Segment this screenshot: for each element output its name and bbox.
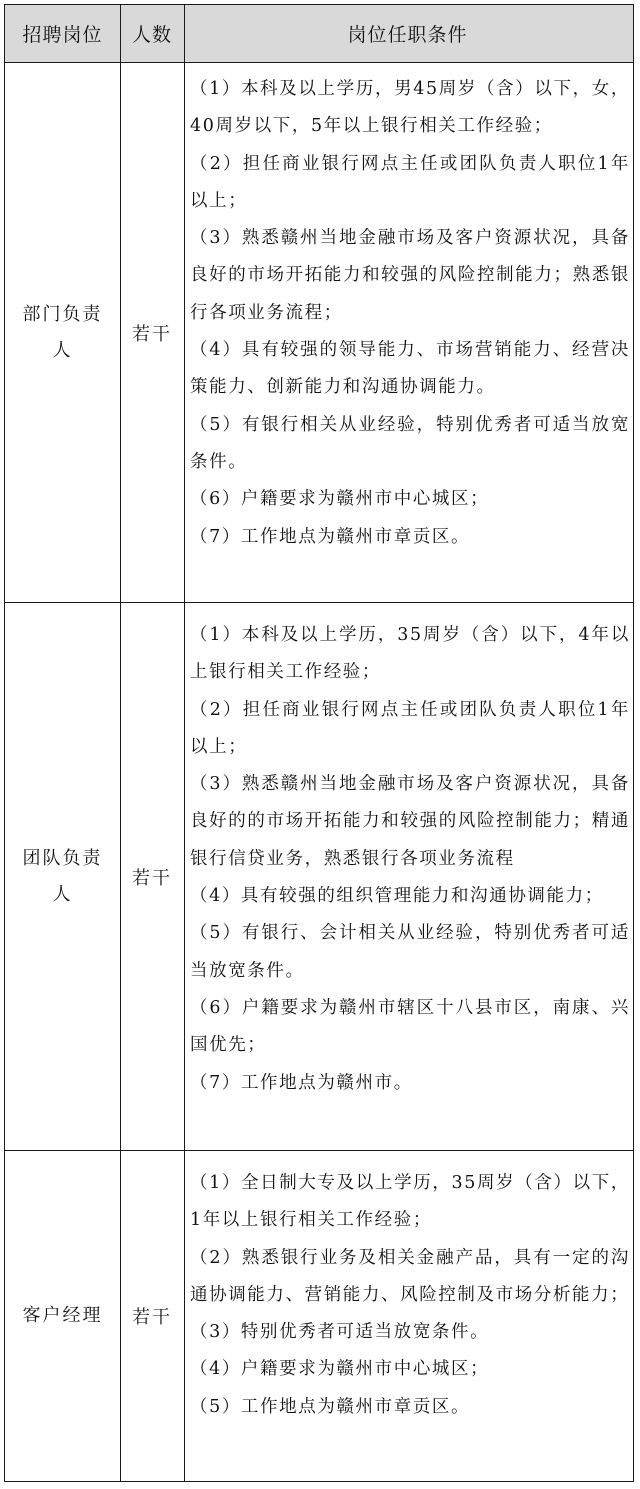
column-divider (184, 5, 185, 1481)
requirement-item: （5）有银行、会计相关从业经验，特别优秀者可适当放宽条件。 (190, 923, 630, 981)
requirements-cell (190, 71, 630, 556)
requirement-item: （1）本科及以上学历，男45周岁（含）以下，女，40周岁以下，5年以上银行相关工作经验； (190, 79, 630, 137)
requirement-item: （3）熟悉赣州当地金融市场及客户资源状况，具备良好的的市场开拓能力和较强的风险控制能力；精通银行信贷业务，熟悉银行各项业务流程 (190, 774, 630, 869)
requirement-item: （6）户籍要求为赣州市辖区十八县市区，南康、兴国优先； (190, 997, 630, 1056)
count-cell: 若干 (132, 867, 172, 889)
requirement-item: （7）工作地点为赣州市章贡区。 (190, 526, 471, 547)
requirement-item: （7）工作地点为赣州市。 (190, 1072, 413, 1093)
position-cell: 团队负责人 (22, 847, 103, 905)
requirement-item: （2）熟悉银行业务及相关金融产品，具有一定的沟通协调能力、营销能力、风险控制及市场分析能力； (190, 1247, 630, 1305)
requirement-item: （4）具有较强的组织管理能力和沟通协调能力； (190, 886, 604, 907)
requirement-item: （4）具有较强的领导能力、市场营销能力、经营决策能力、创新能力和沟通协调能力。 (190, 340, 630, 398)
requirement-item: （6）户籍要求为赣州市中心城区； (190, 489, 490, 510)
requirement-item: （1）本科及以上学历，35周岁（含）以下，4年以上银行相关工作经验； (190, 625, 630, 683)
count-cell: 若干 (132, 323, 172, 345)
header-position: 招聘岗位 (22, 23, 103, 46)
requirement-item: （4）户籍要求为赣州市中心城区； (190, 1359, 490, 1380)
position-cell: 部门负责人 (22, 303, 103, 361)
header-requirements: 岗位任职条件 (347, 23, 468, 46)
count-cell: 若干 (132, 1307, 172, 1328)
requirement-item: （3）熟悉赣州当地金融市场及客户资源状况，具备良好的市场开拓能力和较强的风险控制能力；熟悉银行各项业务流程； (190, 228, 630, 323)
requirement-item: （2）担任商业银行网点主任或团队负责人职位1年以上； (190, 699, 630, 757)
requirement-item: （1）全日制大专及以上学历，35周岁（含）以下，1年以上银行相关工作经验； (190, 1173, 630, 1231)
position-cell: 客户经理 (22, 1305, 103, 1326)
requirements-cell (190, 1165, 630, 1426)
requirement-item: （5）工作地点为赣州市章贡区。 (190, 1396, 471, 1417)
requirement-item: （3）特别优秀者可适当放宽条件。 (190, 1322, 490, 1343)
requirements-cell (190, 617, 630, 1102)
requirement-item: （5）有银行相关从业经验，特别优秀者可适当放宽条件。 (190, 414, 630, 472)
header-count: 人数 (131, 23, 172, 46)
recruitment-table (4, 4, 634, 1482)
requirement-item: （2）担任商业银行网点主任或团队负责人职位1年以上； (190, 153, 630, 211)
